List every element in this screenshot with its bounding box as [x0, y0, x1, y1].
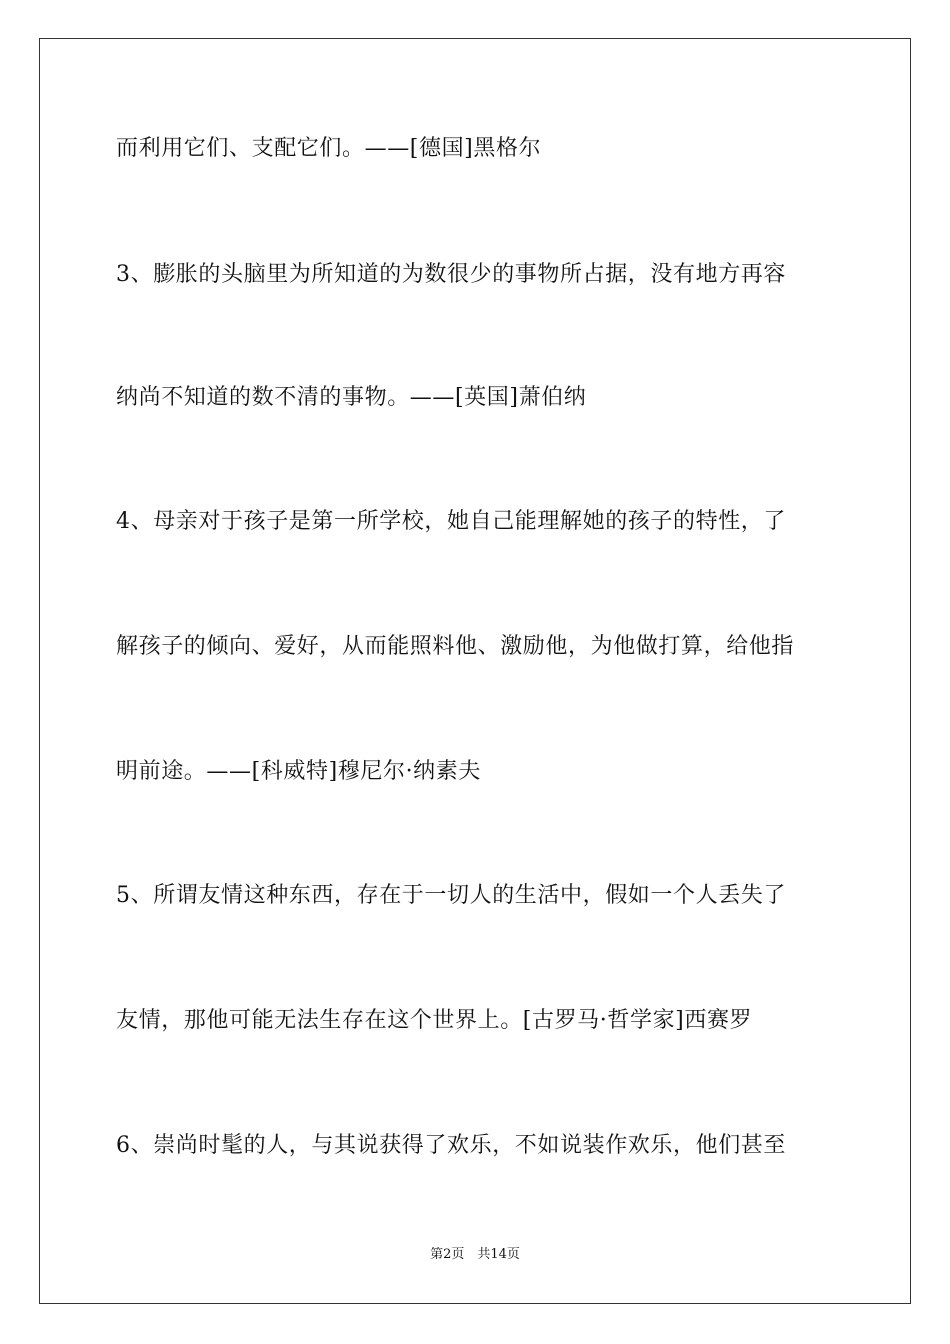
text-line: 友情，那他可能无法生存在这个世界上。[古罗马·哲学家]西赛罗 [116, 1008, 753, 1033]
text-line: 解孩子的倾向、爱好，从而能照料他、激励他，为他做打算，给他指 [116, 634, 795, 659]
text-line: 5、所谓友情这种东西，存在于一切人的生活中，假如一个人丢失了 [116, 883, 786, 908]
text-line: 6、崇尚时髦的人，与其说获得了欢乐，不如说装作欢乐，他们甚至 [116, 1133, 786, 1158]
page-border [39, 38, 911, 1304]
text-line: 纳尚不知道的数不清的事物。——[英国]萧伯纳 [116, 385, 587, 410]
text-line: 明前途。——[科威特]穆尼尔·纳素夫 [116, 759, 481, 784]
text-line: 4、母亲对于孩子是第一所学校，她自己能理解她的孩子的特性，了 [116, 509, 786, 534]
page-number-footer: 第2页 共14页 [430, 1247, 520, 1262]
text-line: 3、膨胀的头脑里为所知道的为数很少的事物所占据，没有地方再容 [116, 262, 786, 287]
text-line: 而利用它们、支配它们。——[德国]黑格尔 [116, 136, 542, 161]
